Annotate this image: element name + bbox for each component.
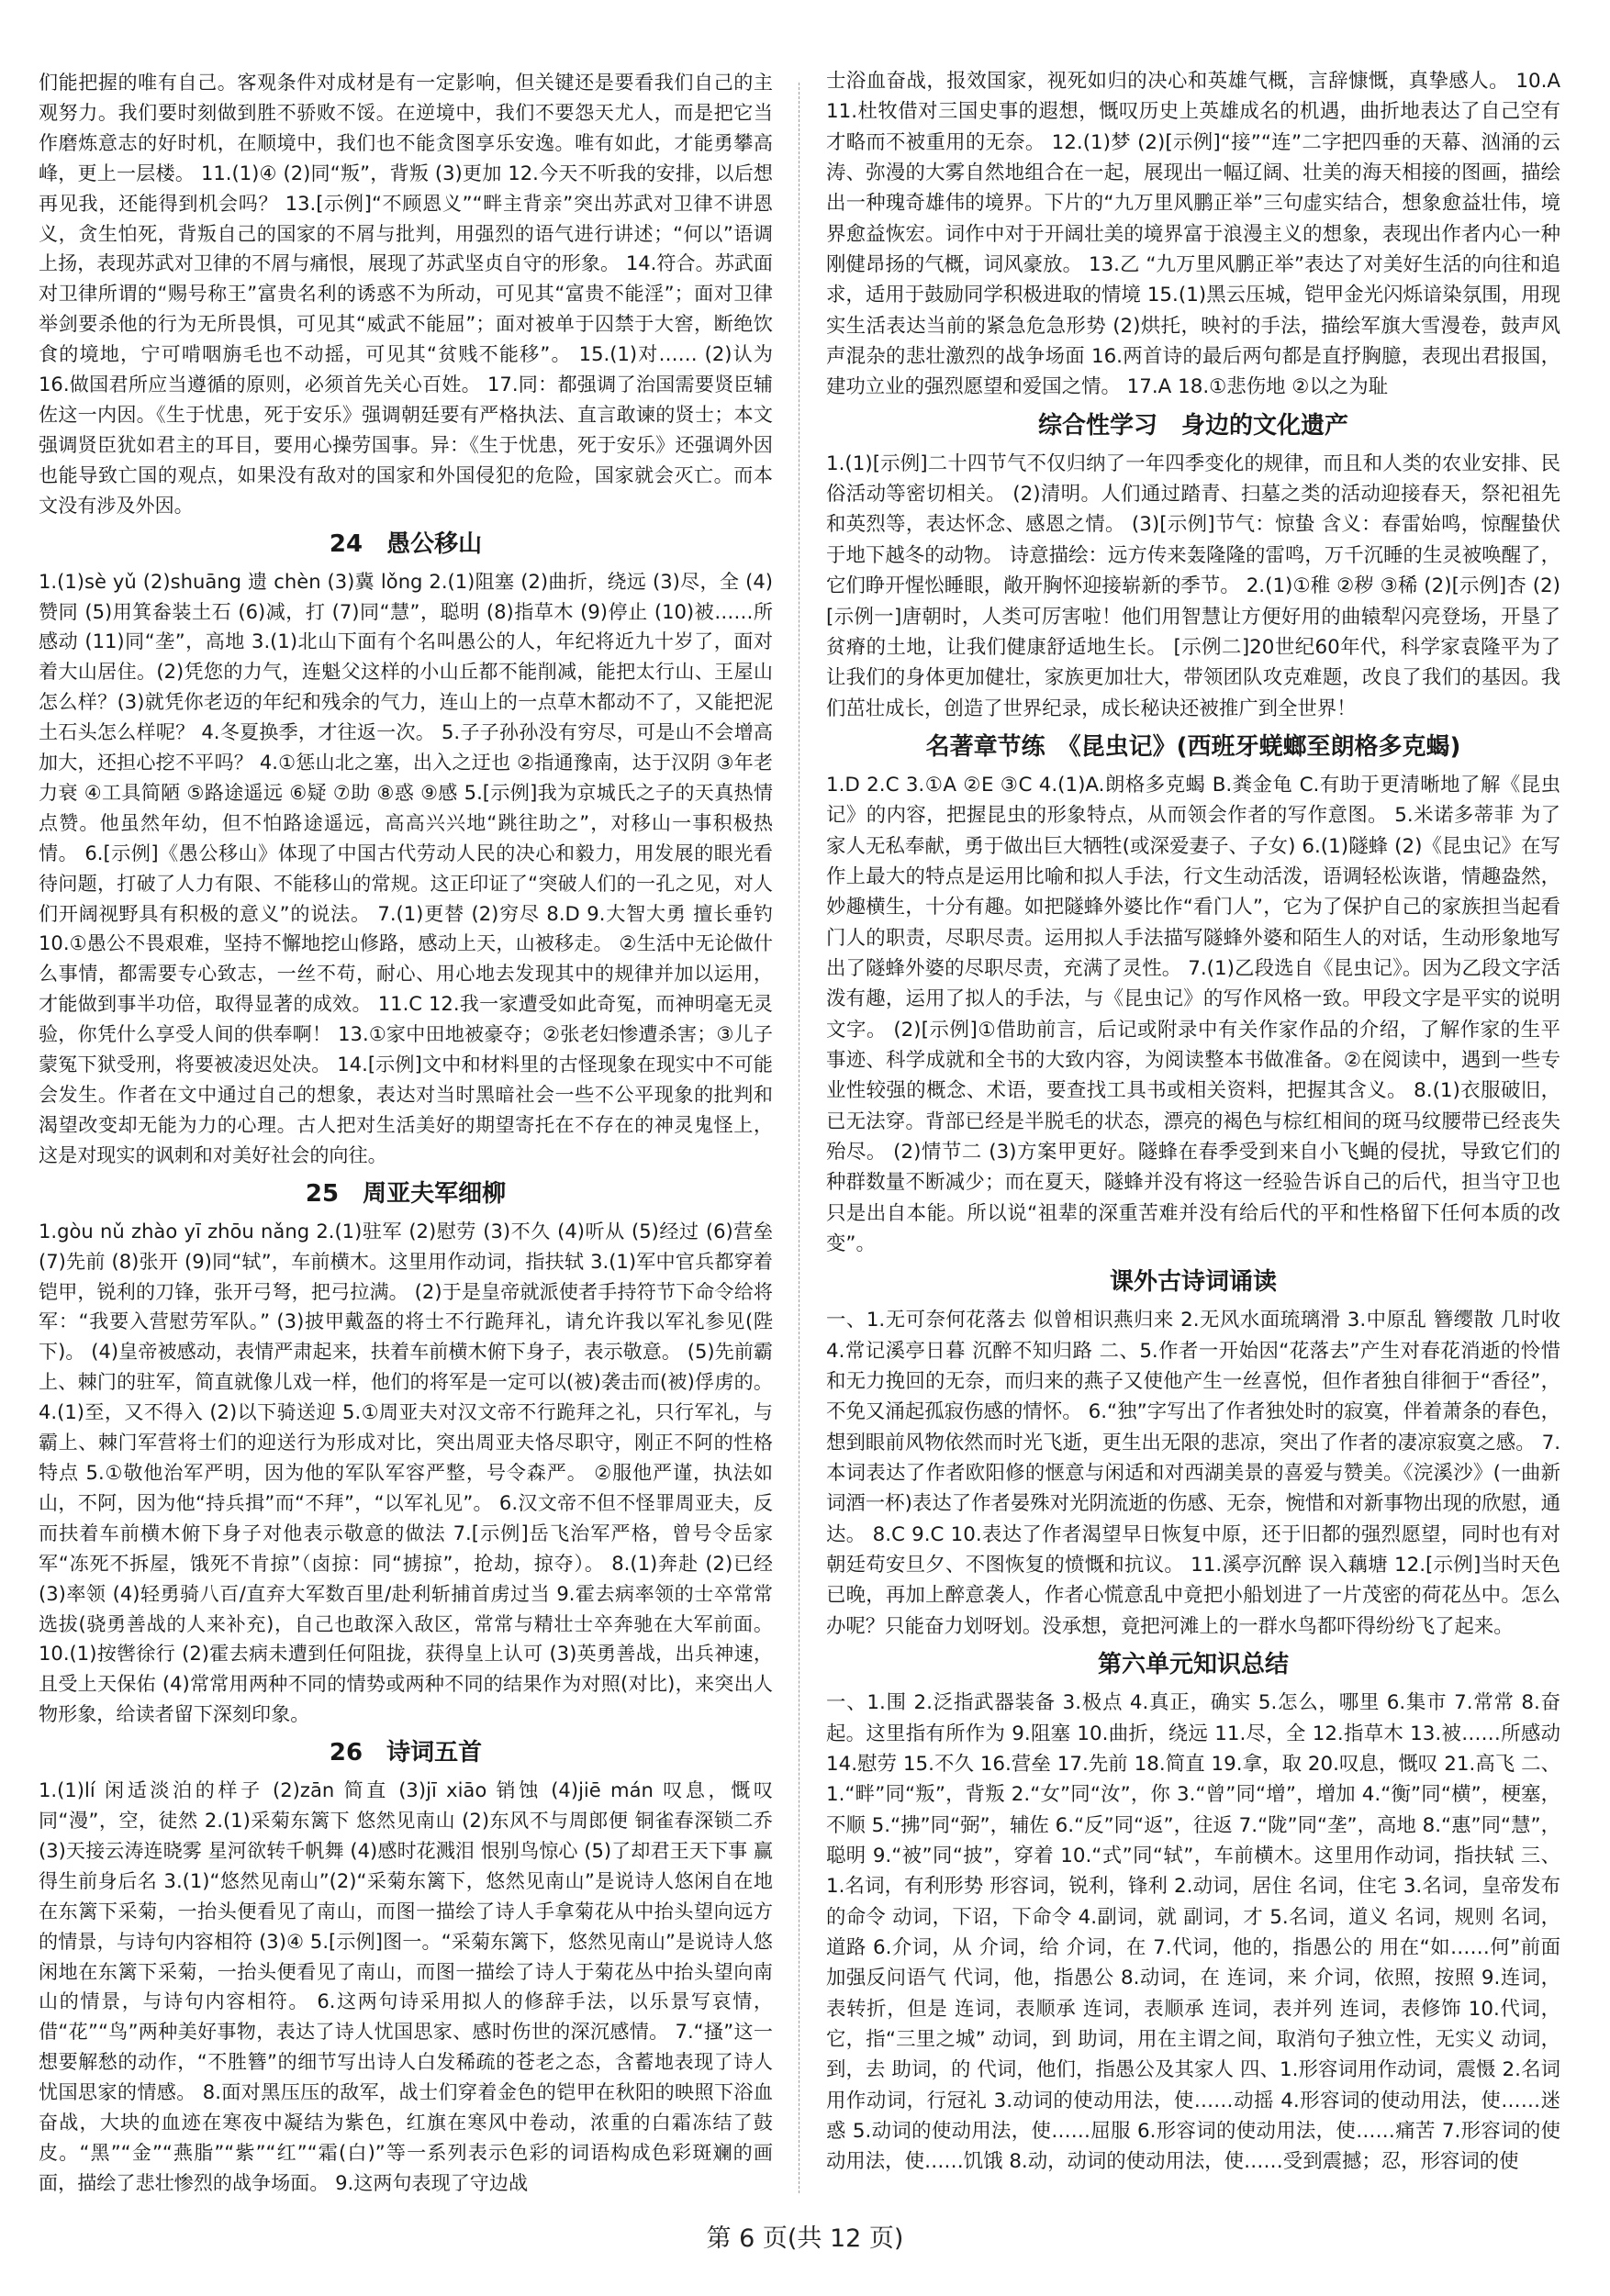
section-title-25: 25 周亚夫军细柳 xyxy=(305,1179,507,1208)
section-body-unit6-summary: 一、1.围 2.泛指武器装备 3.极点 4.真正，确实 5.怎么，哪里 6.集市 7.常常 8.奋起。这里指有所作为 9.阻塞 10.曲折，绕远 11.尽，全 12.指草木 13.被……所感动 14.慰劳 15.不久 16.营垒 17.先前 18.简直 19.拿，取 20.叹息，慨叹 21.高飞 二、1.“畔”同“叛”，背叛 2.“女”同“汝”，你 3.“曾”同“增”，增加 4.“衡”同“横”，梗塞，不顺 5.“拂”同“弼”，辅佐 6.“反”同“返”，往返 7.“陇”同“垄”，高地 8.“惠”同“慧”，聪明 9.“被”同“披”，穿着 10.“式”同“轼”，车前横木。这里用作动词，指扶轼 三、1.名词，有利形势 形容词，锐利，锋利 2.动词，居住 名词，住宅 3.名词，皇帝发布的命令 动词，下诏，下命令 4.副词，就 副词，才 5.名词，道义 名词，规则 名词，道路 6.介词，从 介词，给 介词，在 7.代词，他的，指愚公的 用在“如……何”前面加强反问语气 代词，他，指愚公 8.动词，在 连词，来 介词，依照，按照 9.连词，表转折，但是 连词，表顺承 连词，表顺承 连词，表并列 连词，表修饰 10.代词，它，指“三里之城” 动词，到 助词，用在主谓之间，取消句子独立性，无实义 动词，到，去 助词，的 代词，他们，指愚公及其家人 四、1.形容词用作动词，震慑 2.名词用作动词，行冠礼 3.动词的使动用法，使……动摇 4.形容词的使动用法，使……迷惑 5.动词的使动用法，使……屈服 6.形容词的使动用法，使……痛苦 7.形容词的使动用法，使……饥饿 8.动，动词的使动用法，使……受到震撼；忍，形容词的使 xyxy=(826,1691,1560,2174)
section-body-25: 1.gòu nǔ zhào yī zhōu nǎng 2.(1)驻军 (2)慰劳 (3)不久 (4)听从 (5)经过 (6)营垒 (7)先前 (8)张开 (9)同“轼”，车前横木。这里用作动词，指扶轼 3.(1)军中官兵都穿着铠甲，锐利的刀锋，张开弓弩，把弓拉满。 (2)于是皇帝就派使者手持符节下命令给将军：“我要入营慰劳军队。” (3)披甲戴盔的将士不行跪拜礼，请允许我以军礼参见(陛下)。 (4)皇帝被感动，表情严肃起来，扶着车前横木俯下身子，表示敬意。 (5)先前霸上、棘门的驻军，简直就像儿戏一样，他们的将军是一定可以(被)袭击而(被)俘虏的。 4.(1)至，又不得入 (2)以下骑送迎 5.①周亚夫对汉文帝不行跪拜之礼，只行军礼，与霸上、棘门军营将士们的迎送行为形成对比，突出周亚夫恪尽职守，刚正不阿的性格特点 5.①敬他治军严明，因为他的军队军容严整，号令森严。 ②服他严谨，执法如山，不阿，因为他“持兵揖”而“不拜”，“以军礼见”。 6.汉文帝不但不怪罪周亚夫，反而扶着车前横木俯下身子对他表示敬意的做法 7.[示例]岳飞治军严格，曾号令岳家军“冻死不拆屋，饿死不肯掠”（卤掠：同“掳掠”，抢劫，掠夺）。 8.(1)奔赴 (2)已经 (3)率领 (4)轻勇骑八百/直弃大军数百里/赴利斩捕首虏过当 9.霍去病率领的士卒常常选拔(骁勇善战的人来补充)，自己也敢深入敌区，常常与精壮士卒奔驰在大军前面。 10.(1)按辔徐行 (2)霍去病未遭到任何阻拢，获得皇上认可 (3)英勇善战，出兵神速，且受上天保佑 (4)常常用两种不同的情势或两种不同的结果作为对照(对比)，来突出人物形象，给读者留下深刻印象。 xyxy=(39,1219,773,1726)
left-intro-text: 们能把握的唯有自己。客观条件对成材是有一定影响，但关键还是要看我们自己的主观努力。我们要时刻做到胜不骄败不馁。在逆境中，我们不要怨天尤人，而是把它当作磨炼意志的好时机，在顺境中，我们也不能贪图享乐安逸。唯有如此，才能勇攀高峰，更上一层楼。 11.(1)④ (2)同“叛”，背叛 (3)更加 12.今天不听我的安排，以后想再见我，还能得到机会吗？ 13.[示例]“不顾恩义”“畔主背亲”突出苏武对卫律不讲恩义，贪生怕死，背叛自己的国家的不屑与批判，用强烈的语气进行讲述；“何以”语调上扬，表现苏武对卫律的不屑与痛恨，展现了苏武坚贞自守的形象。 14.符合。苏武面对卫律所谓的“赐号称王”富贵名利的诱惑不为所动，可见其“富贵不能淫”；面对卫律举剑要杀他的行为无所畏惧，可见其“威武不能屈”；面对被单于囚禁于大窖，断绝饮食的境地，宁可啃咽旃毛也不动摇，可见其“贫贱不能移”。 15.(1)对…… (2)认为 16.做国君所应当遵循的原则，必须首先关心百姓。 17.同：都强调了治国需要贤臣辅佐这一内因。《生于忧患，死于安乐》强调朝廷要有严格执法、直言敢谏的贤士；本文强调贤臣犹如君主的耳目，要用心操劳国事。异：《生于忧患，死于安乐》还强调外因也能导致亡国的观点，如果没有敌对的国家和外国侵犯的危险，国家就会灭亡。而本文没有涉及外因。 xyxy=(39,71,773,517)
right-column xyxy=(826,66,1560,2201)
section-title-unit6-summary: 第六单元知识总结 xyxy=(1097,1651,1289,1679)
section-body-extracurricular-poems: 一、1.无可奈何花落去 似曾相识燕归来 2.无风水面琉璃滑 3.中原乱 簪缨散 几时收 4.常记溪亭日暮 沉醉不知归路 二、5.作者一开始因“花落去”产生对春花消逝的怜惜和无力挽回的无奈，而归来的燕子又使他产生一丝喜悦，但作者独自徘徊于“香径”，不免又涌起孤寂伤感的情怀。 6.“独”字写出了作者独处时的寂寞，伴着萧条的春色，想到眼前风物依然而时光飞逝，更生出无限的悲凉，突出了作者的凄凉寂寞之感。 7.本词表达了作者欧阳修的惬意与闲适和对西湖美景的喜爱与赞美。《浣溪沙》(一曲新词酒一杯)表达了作者晏殊对光阴流逝的伤感、无奈，惋惜和对新事物出现的欣慰，通达。 8.C 9.C 10.表达了作者渴望早日恢复中原，还于旧都的强烈愿望，同时也有对朝廷苟安旦夕、不图恢复的愤慨和抗议。 11.溪亭沉醉 误入藕塘 12.[示例]当时天色已晚，再加上醉意袭人，作者心慌意乱中竟把小船划进了一片茂密的荷花丛中。怎么办呢？只能奋力划呀划。没承想，竟把河滩上的一群水鸟都吓得纷纷飞了起来。 xyxy=(826,1309,1560,1638)
section-body-comprehensive: 1.(1)[示例]二十四节气不仅归纳了一年四季变化的规律，而且和人类的农业安排、民俗活动等密切相关。 (2)清明。人们通过踏青、扫墓之类的活动迎接春天，祭祀祖先和英烈等，表达怀念、感恩之情。 (3)[示例]节气：惊蛰 含义：春雷始鸣，惊醒蛰伏于地下越冬的动物。 诗意描绘：远方传来轰隆隆的雷鸣，万千沉睡的生灵被唤醒了，它们睁开惺忪睡眼，敞开胸怀迎接崭新的季节。 2.(1)①稚 ②秽 ③稀 (2)[示例]杏 (2)[示例一]唐朝时，人类可厉害啦！他们用智慧让方便好用的曲辕犁闪亮登场，开垦了贫瘠的土地，让我们健康舒适地生长。 [示例二]20世纪60年代，科学家袁隆平为了让我们的身体更加健壮，家族更加壮大，带领团队攻克难题，改良了我们的基因。我们茁壮成长，创造了世界纪录，成长秘诀还被推广到全世界！ xyxy=(826,451,1560,720)
section-title-26: 26 诗词五首 xyxy=(329,1739,483,1767)
section-title-comprehensive: 综合性学习 身边的文化遗产 xyxy=(1037,411,1348,440)
section-body-24: 1.(1)sè yǔ (2)shuāng 遗 chèn (3)冀 lǒng 2.(1)阻塞 (2)曲折，绕远 (3)尽，全 (4)赞同 (5)用箕畚装土石 (6)减，打 (7)同“慧”，聪明 (8)指草木 (9)停止 (10)被……所感动 (11)同“垄”，高地 3.(1)北山下面有个名叫愚公的人，年纪将近九十岁了，面对着大山居住。(2)凭您的力气，连魁父这样的小山丘都不能削减，能把太行山、王屋山怎么样？(3)就凭你老迈的年纪和残余的气力，连山上的一点草木都动不了，又能把泥土石头怎么样呢？ 4.冬夏换季，才往返一次。 5.子子孙孙没有穷尽，可是山不会增高加大，还担心挖不平吗？ 4.①惩山北之塞，出入之迂也 ②指通豫南，达于汉阴 ③年老力衰 ④工具简陋 ⑤路途遥远 ⑥疑 ⑦助 ⑧惑 ⑨感 5.[示例]我为京城氏之子的天真热情点赞。他虽然年幼，但不怕路途遥远，高高兴兴地“跳往助之”，对移山一事积极热情。 6.[示例]《愚公移山》体现了中国古代劳动人民的决心和毅力，用发展的眼光看待问题，打破了人力有限、不能移山的常规。这正印证了“突破人们的一孔之见，对人们开阔视野具有积极的意义”的说法。 7.(1)更替 (2)穷尽 8.D 9.大智大勇 擅长垂钓 10.①愚公不畏艰难，坚持不懈地挖山修路，感动上天，山被移走。 ②生活中无论做什么事情，都需要专心致志，一丝不苟，耐心、用心地去发现其中的规律并加以运用，才能做到事半功倍，取得显著的成效。 11.C 12.我一家遭受如此奇冤，而神明毫无灵验，你凭什么享受人间的供奉啊！ 13.①家中田地被豪夺；②张老妇惨遭杀害；③儿子蒙冤下狱受刑，将要被凌迟处决。 14.[示例]文中和材料里的古怪现象在现实中不可能会发生。作者在文中通过自己的想象，表达对当时黑暗社会一些不公平现象的批判和渴望改变却无能为力的心理。古人把对生活美好的期望寄托在不存在的神灵鬼怪上，这是对现实的讽刺和对美好社会的向往。 xyxy=(39,569,773,1166)
left-column xyxy=(39,68,773,2202)
section-body-insects: 1.D 2.C 3.①A ②E ③C 4.(1)A.朗格多克蝎 B.粪金龟 C.有助于更清晰地了解《昆虫记》的内容，把握昆虫的形象特点，从而领会作者的写作意图。 5.米诺多蒂菲 为了家人无私奉献，勇于做出巨大牺牲(或深爱妻子、子女) 6.(1)隧蜂 (2)《昆虫记》在写作上最大的特点是运用比喻和拟人手法，行文生动活泼，语调轻松诙谐，情趣盎然，妙趣横生，十分有趣。如把隧蜂外婆比作“看门人”，它为了保护自己的家族担当起看门人的职责，尽职尽责。运用拟人手法描写隧蜂外婆和陌生人的对话，生动形象地写出了隧蜂外婆的尽职尽责，充满了灵性。 7.(1)乙段选自《昆虫记》。因为乙段文字活泼有趣，运用了拟人的手法，与《昆虫记》的写作风格一致。甲段文字是平实的说明文字。 (2)[示例]①借助前言，后记或附录中有关作家作品的介绍，了解作家的生平事迹、科学成就和全书的大致内容，为阅读整本书做准备。②在阅读中，遇到一些专业性较强的概念、术语，要查找工具书或相关资料，把握其含义。 8.(1)衣服破旧，已无法穿。背部已经是半脱毛的状态，漂亮的褐色与棕红相间的斑马纹腰带已经丧失殆尽。 (2)情节二 (3)方案甲更好。隧蜂在春季受到来自小飞蝇的侵扰，导致它们的种群数量不断减少；而在夏天，隧蜂并没有将这一经验告诉自己的后代，担当守卫也只是出自本能。所以说“祖辈的深重苦难并没有给后代的平和性格留下任何本质的改变”。 xyxy=(826,773,1560,1256)
page-number: 第 6 页(共 12 页) xyxy=(706,2224,904,2253)
section-body-26: 1.(1)lí 闲适淡泊的样子 (2)zān 简直 (3)jī xiāo 销蚀 (4)jiē mán 叹息，慨叹 同“漫”，空，徒然 2.(1)采菊东篱下 悠然见南山 (2)东风不与周郎便 铜雀春深锁二乔 (3)天接云涛连晓雾 星河欲转千帆舞 (4)感时花溅泪 恨别鸟惊心 (5)了却君王天下事 赢得生前身后名 3.(1)“悠然见南山”(2)“采菊东篱下，悠然见南山”是说诗人悠闲自在地在东篱下采菊，一抬头便看见了南山，而图一描绘了诗人手拿菊花从中抬头望向远方的情景，与诗句内容相符 (3)④ 5.[示例]图一。“采菊东篱下，悠然见南山”是说诗人悠闲地在东篱下采菊，一抬头便看见了南山，而图一描绘了诗人于菊花丛中抬头望向南山的情景，与诗句内容相符。 6.这两句诗采用拟人的修辞手法，以乐景写哀情，借“花”“鸟”两种美好事物，表达了诗人忧国思家、感时伤世的深沉感情。 7.“搔”这一想要解愁的动作，“不胜簪”的细节写出诗人白发稀疏的苍老之态，含蓄地表现了诗人忧国思家的情感。 8.面对黑压压的敌军，战士们穿着金色的铠甲在秋阳的映照下浴血奋战，大块的血迹在寒夜中凝结为紫色，红旗在寒风中卷动，浓重的白霜冻结了鼓皮。“黑”“金”“燕脂”“紫”“红”“霜(白)”等一系列表示色彩的词语构成色彩斑斓的画面，描绘了悲壮惨烈的战争场面。 9.这两句表现了守边战 xyxy=(39,1778,773,2194)
section-title-extracurricular-poems: 课外古诗词诵读 xyxy=(1109,1268,1277,1297)
right-intro-text: 士浴血奋战，报效国家，视死如归的决心和英雄气概，言辞慷慨，真挚感人。 10.A 11.杜牧借对三国史事的遐想，慨叹历史上英雄成名的机遇，曲折地表达了自己空有才略而不被重用的无奈。 12.(1)梦 (2)[示例]“接”“连”二字把四垂的天幕、汹涌的云涛、弥漫的大雾自然地组合在一起，展现出一幅辽阔、壮美的海天相接的图画，描绘出一种瑰奇雄伟的境界。下片的“九万里风鹏正举”三句虚实结合，想象愈益壮伟，境界愈益恢宏。词作中对于开阔壮美的境界富于浪漫主义的想象，表现出作者内心一种刚健昂扬的气概，词风豪放。 13.乙 “九万里风鹏正举”表达了对美好生活的向往和追求，适用于鼓励同学积极进取的情境 15.(1)黑云压城，铠甲金光闪烁谙染氛围，用现实生活表达当前的紧急危急形势 (2)烘托，映衬的手法，描绘军旗大雪漫卷，鼓声风声混杂的悲壮激烈的战争场面 16.两首诗的最后两句都是直抒胸臆，表现出君报国，建功立业的强烈愿望和爱国之情。 17.A 18.①悲伤地 ②以之为耻 xyxy=(826,70,1560,399)
section-title-insects: 名著章节练 《昆虫记》(西班牙蜣螂至朗格多克蝎) xyxy=(925,732,1461,761)
section-title-24: 24 愚公移山 xyxy=(329,529,483,558)
